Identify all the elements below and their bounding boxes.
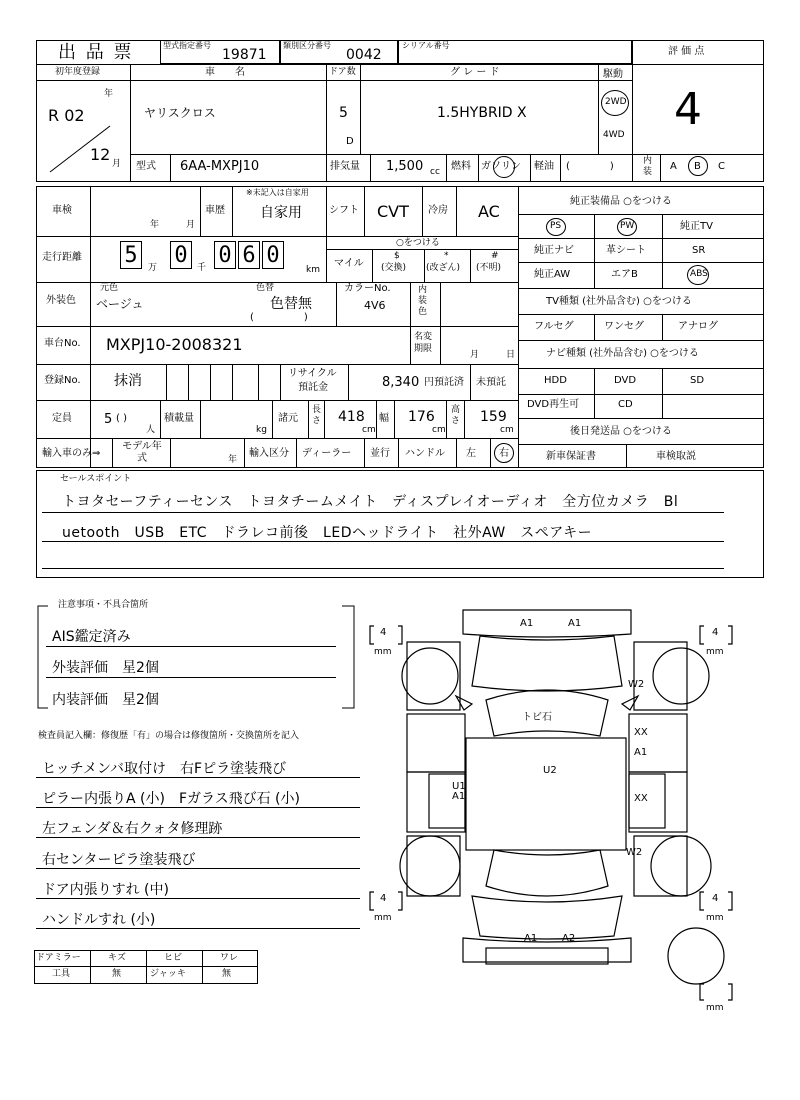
displacement-unit: cc: [430, 167, 440, 177]
length-value: 418: [338, 409, 365, 425]
term-label: 名変期限: [414, 332, 433, 354]
shaken-label: 車検: [52, 205, 72, 216]
recycle-label-1: リサイクル: [288, 368, 337, 379]
interior-b: B: [694, 161, 701, 172]
class-number-label: 類別区分番号: [283, 41, 331, 50]
mark-note: ○をつける: [396, 238, 440, 248]
chassis-label: 車台No.: [44, 338, 81, 349]
parallel-option: 並行: [370, 448, 390, 459]
tire-rl-unit: mm: [374, 913, 392, 923]
inspector-line-5: ドア内張りすれ (中): [42, 882, 169, 898]
capacity-paren: ( ): [116, 413, 127, 424]
tire-fl-value: 4: [380, 627, 387, 638]
term-day: 日: [506, 350, 516, 360]
reg-label: 登録No.: [44, 375, 81, 386]
navi-hdd: HDD: [544, 375, 567, 386]
mile-label: マイル: [334, 258, 364, 269]
orig-color-value: ベージュ: [96, 297, 144, 311]
exchange-sym: $: [394, 251, 400, 261]
drive-2wd: 2WD: [605, 97, 627, 107]
shaken-year-unit: 年: [150, 220, 160, 230]
dealer-option: ディーラー: [302, 448, 352, 459]
shaken-month-unit: 月: [186, 220, 196, 230]
height-label: 高さ: [451, 405, 461, 426]
mark-front-right-fender: W2: [628, 679, 645, 690]
interior-c: C: [718, 161, 725, 172]
mileage-digit-5: 0: [262, 241, 284, 269]
first-reg-era: R 02: [48, 106, 85, 125]
mark-bumper-rear-1: A1: [524, 933, 538, 944]
mark-bumper-front-1: A1: [520, 618, 534, 629]
mileage-digit-1: 5: [120, 241, 142, 269]
score-label: 評 価 点: [668, 46, 705, 57]
year-unit: 年: [104, 89, 114, 99]
repaint-paren: ( ): [250, 312, 308, 323]
interior-color-label: 内装色: [418, 285, 428, 317]
history-label: 車歴: [205, 205, 225, 216]
equip-leather: 革シート: [606, 245, 646, 256]
tire-fr-value: 4: [712, 627, 719, 638]
mark-bumper-rear-2: A2: [562, 933, 576, 944]
equip-aw: 純正AW: [534, 269, 571, 280]
mileage-digit-3: 0: [214, 241, 236, 269]
color-label: 外装色: [46, 295, 76, 306]
fuel-gasoline: ガソリン: [481, 161, 521, 172]
serial-number-label: シリアル番号: [402, 41, 450, 50]
mileage-digit-2: 0: [170, 241, 192, 269]
tire-fl-unit: mm: [374, 647, 392, 657]
notes-label: 注意事項・不具合箇所: [58, 600, 149, 610]
docs-title: 後日発送品 ○をつける: [570, 426, 672, 437]
sales-line-2: uetooth USB ETC ドラレコ前後 LEDヘッドライト 社外AW スペアキー: [62, 525, 593, 541]
mark-roof: U2: [543, 765, 557, 776]
class-number-value: 0042: [346, 47, 382, 63]
model-label: 型式: [136, 161, 156, 172]
mark-left-door-2: A1: [452, 791, 466, 802]
load-label: 積載量: [164, 413, 194, 424]
mileage-digit-4: 6: [238, 241, 260, 269]
handle-left: 左: [466, 448, 476, 459]
repaint-value: 色替無: [270, 296, 312, 312]
shift-label: シフト: [329, 205, 359, 216]
inspector-line-4: 右センターピラ塗装飛び: [42, 852, 196, 868]
history-note: ※未記入は自家用: [246, 188, 309, 197]
man-unit: 万: [148, 263, 158, 273]
fuel-label: 燃料: [451, 161, 471, 172]
door-count: 5: [339, 105, 348, 121]
displacement-label: 排気量: [330, 161, 360, 172]
length-label: 長さ: [312, 405, 322, 426]
width-label: 幅: [379, 413, 389, 424]
km-unit: km: [306, 265, 320, 275]
navi-sd: SD: [690, 375, 705, 386]
load-unit: kg: [256, 425, 267, 435]
docs-manual: 車検取説: [656, 451, 696, 462]
capacity-unit: 人: [146, 425, 156, 435]
legend-h3: ヒビ: [164, 953, 183, 963]
legend-v3: ジャッキ: [150, 969, 186, 979]
tamper-txt: (改ざん): [426, 263, 461, 273]
recycle-label-2: 預託金: [298, 382, 328, 393]
color-no-value: 4V6: [364, 299, 386, 312]
width-cm: cm: [432, 425, 446, 435]
doors-label: ドア数: [329, 67, 356, 77]
mark-windshield: トビ石: [522, 712, 552, 723]
inspector-line-3: 左フェンダ＆右クォタ修理跡: [42, 821, 223, 837]
fuel-gasoline-circle: [493, 156, 515, 178]
inspector-label: 検査員記入欄：修復歴「有」の場合は修復箇所・交換箇所を記入: [38, 731, 300, 741]
note-line-3: 内装評価 星2個: [52, 692, 159, 708]
ac-label: 冷房: [428, 205, 448, 216]
first-reg-month: 12: [90, 145, 111, 164]
recycle-amount: 8,340: [382, 375, 420, 390]
tv-title: TV種類 (社外品含む) ○をつける: [546, 296, 692, 307]
dims-label: 諸元: [278, 413, 298, 424]
model-value: 6AA-MXPJ10: [180, 159, 260, 174]
car-name-label: 車 名: [205, 67, 245, 78]
month-unit: 月: [112, 159, 122, 169]
import-type-label: 輸入区分: [249, 448, 289, 459]
tv-oneseg: ワンセグ: [604, 321, 644, 332]
recycle-unit: 円預託済: [424, 377, 464, 388]
legend-h2: キズ: [108, 953, 126, 963]
mark-rear-right-fender: W2: [626, 847, 643, 858]
width-value: 176: [408, 409, 435, 425]
tire-rl-value: 4: [380, 893, 387, 904]
fuel-other-paren: ( ): [566, 161, 614, 172]
car-name: ヤリスクロス: [144, 106, 216, 120]
mileage-label: 走行距離: [42, 252, 82, 263]
import-label: 輸入車のみ⇒: [42, 448, 101, 459]
score-value: 4: [674, 84, 702, 135]
navi-title: ナビ種類 (社外品含む) ○をつける: [546, 348, 699, 359]
door-suffix: D: [346, 136, 354, 147]
sales-line-1: トヨタセーフティーセンス トヨタチームメイト ディスプレイオーディオ 全方位カメラ Bl: [62, 494, 679, 510]
mark-right-front-door-2: A1: [634, 747, 648, 758]
first-reg-label: 初年度登録: [55, 67, 101, 77]
reg-value: 抹消: [114, 373, 142, 389]
history-value: 自家用: [260, 205, 302, 221]
docs-warranty: 新車保証書: [546, 451, 596, 462]
term-month: 月: [470, 350, 480, 360]
tire-fr-unit: mm: [706, 647, 724, 657]
capacity-value: 5: [104, 412, 113, 427]
legend-v4: 無: [222, 969, 232, 979]
unknown-txt: (不明): [476, 263, 502, 273]
tv-fullseg: フルセグ: [534, 321, 574, 332]
inspector-line-1: ヒッチメンバ取付け 右Fピラ塗装飛び: [42, 761, 287, 777]
legend-h1: ドアミラー: [36, 953, 81, 963]
navi-dvd: DVD: [614, 375, 637, 386]
navi-cd: CD: [618, 399, 633, 410]
color-no-label: カラーNo.: [344, 283, 391, 294]
ac-value: AC: [478, 202, 500, 221]
equip-sr: SR: [692, 245, 706, 256]
handle-label: ハンドル: [405, 448, 445, 459]
note-line-1: AIS鑑定済み: [52, 629, 131, 645]
equip-navi: 純正ナビ: [534, 245, 574, 256]
tire-rr-value: 4: [712, 893, 719, 904]
drive-4wd: 4WD: [603, 130, 625, 140]
equip-tv: 純正TV: [680, 221, 713, 232]
equip-abs: ABS: [690, 269, 708, 279]
equip-ps: PS: [550, 221, 562, 231]
grade-value: 1.5HYBRID X: [437, 105, 527, 121]
equipment-title: 純正装備品 ○をつける: [570, 196, 672, 207]
repaint-label: 色替: [256, 283, 275, 293]
car-diagram: [360, 596, 780, 1026]
unknown-sym: #: [491, 251, 499, 261]
capacity-label: 定員: [52, 413, 72, 424]
legend-v2: 無: [112, 969, 122, 979]
grade-label: グ レ ー ド: [450, 67, 500, 78]
form-title: 出 品 票: [58, 42, 134, 63]
height-value: 159: [480, 409, 507, 425]
shift-value: CVT: [377, 202, 409, 221]
fuel-diesel: 軽油: [534, 161, 554, 172]
interior-label: 内装: [643, 156, 653, 177]
handle-right: 右: [499, 448, 509, 459]
orig-color-label: 元色: [100, 283, 119, 293]
drive-label: 駆動: [603, 69, 623, 80]
model-year-label: モデル年式: [122, 441, 162, 464]
sen-unit: 千: [197, 263, 207, 273]
equip-airbag: エアB: [611, 269, 638, 280]
mark-bumper-front-2: A1: [568, 618, 582, 629]
interior-a: A: [670, 161, 677, 172]
tire-rr-unit: mm: [706, 913, 724, 923]
length-cm: cm: [362, 425, 376, 435]
type-number-value: 19871: [222, 47, 267, 63]
navi-dvd-play: DVD再生可: [527, 399, 580, 410]
legend-h4: ワレ: [220, 953, 239, 963]
equip-pw: PW: [620, 221, 635, 231]
tamper-sym: *: [444, 251, 449, 261]
mark-left-door-1: U1: [452, 781, 466, 792]
mark-right-front-door-1: XX: [634, 727, 648, 738]
height-cm: cm: [500, 425, 514, 435]
legend-v1: 工具: [52, 969, 71, 979]
recycle-status: 未預託: [476, 377, 506, 388]
mark-right-rear-door: XX: [634, 793, 648, 804]
inspector-line-6: ハンドルすれ (小): [42, 912, 156, 928]
type-number-label: 型式指定番号: [163, 41, 211, 50]
displacement-value: 1,500: [386, 159, 424, 174]
tv-analog: アナログ: [678, 321, 718, 332]
spare-unit: mm: [706, 1003, 724, 1013]
note-line-2: 外装評価 星2個: [52, 660, 159, 676]
chassis-value: MXPJ10-2008321: [106, 335, 243, 354]
sales-label: セールスポイント: [60, 474, 132, 484]
model-year-unit: 年: [228, 455, 238, 465]
inspector-line-2: ピラー内張りA (小) Fガラス飛び石 (小): [42, 791, 300, 807]
exchange-txt: (交換): [381, 263, 407, 273]
